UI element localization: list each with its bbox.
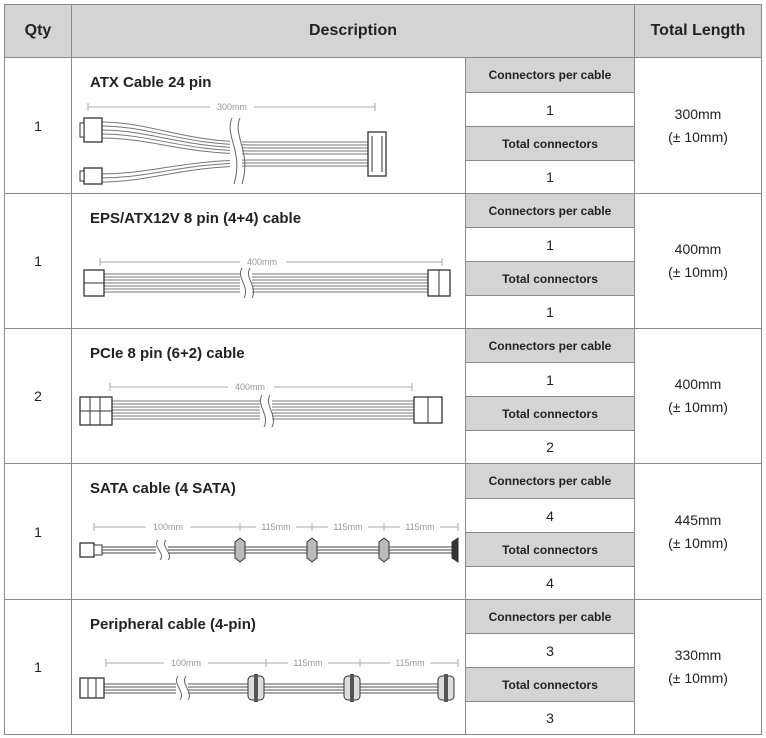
length-tolerance: (± 10mm) (668, 264, 728, 280)
peripheral-cable-diagram (72, 638, 465, 728)
total-connectors-value: 1 (465, 295, 635, 329)
connectors-per-cable-label: Connectors per cable (465, 463, 635, 499)
dim-label: 115mm (395, 658, 425, 668)
dim-label: 115mm (333, 522, 363, 532)
length-tolerance: (± 10mm) (668, 399, 728, 415)
row-pcie-qty: 2 (4, 328, 72, 464)
total-connectors-label: Total connectors (465, 396, 635, 431)
row-eps-description (71, 193, 466, 329)
dim-label: 115mm (405, 522, 435, 532)
connectors-per-cable-label: Connectors per cable (465, 193, 635, 228)
cable-title: Peripheral cable (4-pin) (90, 616, 256, 633)
row-peripheral-length (634, 599, 762, 735)
row-atx-qty: 1 (4, 57, 72, 194)
row-atx-description (71, 57, 466, 194)
header-description: Description (71, 4, 635, 58)
row-pcie-length (634, 328, 762, 464)
cable-title: ATX Cable 24 pin (90, 74, 212, 91)
length-tolerance: (± 10mm) (668, 534, 728, 551)
cable-title: SATA cable (4 SATA) (90, 480, 236, 497)
connectors-per-cable-value: 4 (465, 498, 635, 533)
length-value: 400mm (674, 376, 722, 392)
cable-title: EPS/ATX12V 8 pin (4+4) cable (90, 210, 302, 227)
dim-label: 400mm (234, 382, 266, 392)
dim-label: 100mm (152, 522, 184, 532)
atx-cable-diagram (72, 96, 465, 186)
row-pcie-description (71, 328, 466, 464)
total-connectors-value: 3 (465, 701, 635, 735)
row-eps-length (634, 193, 762, 329)
connectors-per-cable-value: 1 (465, 227, 635, 262)
connectors-per-cable-label: Connectors per cable (465, 599, 635, 634)
row-sata-qty: 1 (4, 463, 72, 600)
row-sata-description (71, 463, 466, 600)
length-value: 330mm (674, 647, 722, 663)
dim-label: 400mm (246, 257, 278, 267)
total-connectors-label: Total connectors (465, 667, 635, 702)
length-tolerance: (± 10mm) (668, 128, 728, 145)
dim-label: 115mm (293, 658, 323, 668)
connectors-per-cable-value: 1 (465, 92, 635, 127)
total-connectors-label: Total connectors (465, 261, 635, 296)
total-connectors-label: Total connectors (465, 532, 635, 567)
dim-label: 115mm (261, 522, 291, 532)
cable-title: PCIe 8 pin (6+2) cable (90, 345, 245, 362)
eps-cable-diagram (72, 232, 465, 322)
connectors-per-cable-value: 3 (465, 633, 635, 668)
connectors-per-cable-value: 1 (465, 362, 635, 397)
row-peripheral-description (71, 599, 466, 735)
pcie-cable-diagram (72, 367, 465, 457)
connectors-per-cable-label: Connectors per cable (465, 57, 635, 93)
row-sata-length (634, 463, 762, 600)
connectors-per-cable-label: Connectors per cable (465, 328, 635, 363)
total-connectors-value: 1 (465, 160, 635, 194)
length-value: 400mm (674, 241, 722, 257)
total-connectors-label: Total connectors (465, 126, 635, 161)
header-total-length: Total Length (634, 4, 762, 58)
length-value: 300mm (674, 105, 722, 122)
row-eps-qty: 1 (4, 193, 72, 329)
sata-cable-diagram (72, 502, 465, 592)
header-qty: Qty (4, 4, 72, 58)
row-peripheral-qty: 1 (4, 599, 72, 735)
length-value: 445mm (674, 511, 722, 528)
total-connectors-value: 2 (465, 430, 635, 464)
cable-spec-table (4, 4, 762, 735)
total-connectors-value: 4 (465, 566, 635, 600)
dim-label: 100mm (170, 658, 202, 668)
row-atx-length (634, 57, 762, 194)
length-tolerance: (± 10mm) (668, 670, 728, 686)
dim-label: 300mm (216, 102, 248, 112)
